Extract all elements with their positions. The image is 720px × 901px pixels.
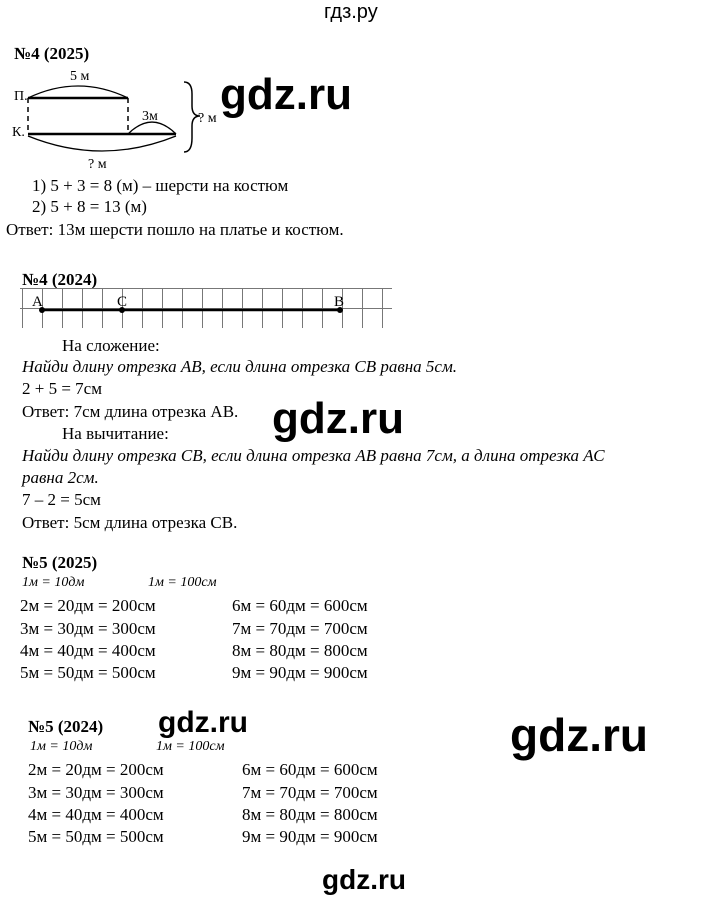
- addition-answer: Ответ: 7см длина отрезка АВ.: [22, 402, 239, 421]
- watermark: gdz.ru: [158, 706, 248, 739]
- step-1: 1) 5 + 3 = 8 (м) – шерсти на костюм: [32, 176, 289, 195]
- task4-2024-title: №4 (2024): [22, 270, 98, 289]
- hint-dm: 1м = 10дм: [30, 739, 93, 754]
- subtraction-problem-1: Найди длину отрезка СВ, если длина отрезка АВ равна 7см, а длина отрезка АС: [22, 446, 605, 465]
- conv-row: 6м = 60дм = 600см: [242, 760, 378, 779]
- watermark: gdz.ru: [322, 864, 406, 895]
- addition-calc: 2 + 5 = 7см: [22, 379, 102, 398]
- addition-problem: Найди длину отрезка АВ, если длина отрезка СВ равна 5см.: [22, 357, 458, 376]
- conv-row: 4м = 40дм = 400см: [28, 805, 164, 824]
- conv-row: 2м = 20дм = 200см: [28, 760, 164, 779]
- segment-grid: [20, 288, 392, 330]
- conv-row: 3м = 30дм = 300см: [28, 783, 164, 802]
- conv-row: 9м = 90дм = 900см: [242, 827, 378, 846]
- conv-row: 5м = 50дм = 500см: [28, 827, 164, 846]
- hint-dm: 1м = 10дм: [22, 575, 85, 590]
- watermark: gdz.ru: [220, 70, 352, 119]
- subtraction-answer: Ответ: 5см длина отрезка СВ.: [22, 513, 238, 532]
- conv-row: 3м = 30дм = 300см: [20, 619, 156, 638]
- hint-cm: 1м = 100см: [148, 575, 217, 590]
- task4-2025-title: №4 (2025): [14, 44, 90, 63]
- subtraction-heading: На вычитание:: [62, 424, 169, 443]
- task5-2025-title: №5 (2025): [22, 553, 98, 572]
- watermark: gdz.ru: [272, 394, 404, 443]
- point-c: C: [117, 294, 128, 310]
- conv-row: 8м = 80дм = 800см: [232, 641, 368, 660]
- bottom-question: ? м: [88, 157, 107, 172]
- conv-row: 6м = 60дм = 600см: [232, 596, 368, 615]
- conv-row: 8м = 80дм = 800см: [242, 805, 378, 824]
- top-length: 5 м: [70, 69, 90, 84]
- conv-row: 7м = 70дм = 700см: [232, 619, 368, 638]
- fabric-diagram: [0, 62, 230, 172]
- label-bottom: К.: [12, 125, 25, 140]
- site-header: гдз.ру: [324, 1, 378, 23]
- answer: Ответ: 13м шерсти пошло на платье и костюм.: [6, 220, 344, 239]
- extra-length: 3м: [142, 109, 158, 124]
- point-b: B: [334, 294, 345, 310]
- label-top: П.: [14, 89, 28, 104]
- step-2: 2) 5 + 8 = 13 (м): [32, 197, 147, 216]
- task5-2024-title: №5 (2024): [28, 717, 104, 736]
- watermark: gdz.ru: [510, 709, 648, 761]
- hint-cm: 1м = 100см: [156, 739, 225, 754]
- subtraction-calc: 7 – 2 = 5см: [22, 490, 101, 509]
- conv-row: 5м = 50дм = 500см: [20, 663, 156, 682]
- conv-row: 2м = 20дм = 200см: [20, 596, 156, 615]
- conv-row: 9м = 90дм = 900см: [232, 663, 368, 682]
- conv-row: 4м = 40дм = 400см: [20, 641, 156, 660]
- point-a: A: [32, 294, 43, 310]
- addition-heading: На сложение:: [62, 336, 160, 355]
- brace-question: ? м: [198, 111, 217, 126]
- subtraction-problem-2: равна 2см.: [22, 468, 99, 487]
- conv-row: 7м = 70дм = 700см: [242, 783, 378, 802]
